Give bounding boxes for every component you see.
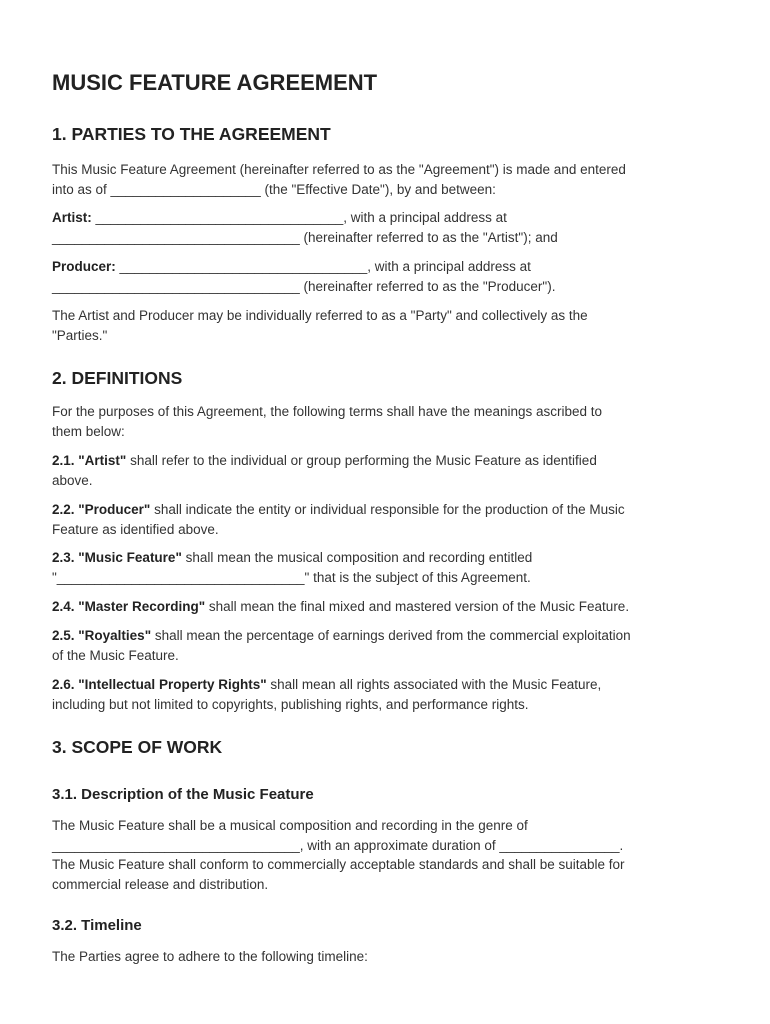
definition-term: 2.3. "Music Feature"	[52, 550, 182, 565]
artist-label: Artist:	[52, 210, 92, 225]
document-title: MUSIC FEATURE AGREEMENT	[52, 70, 378, 95]
producer-clause	[52, 257, 722, 297]
music-feature-description	[52, 816, 722, 894]
definition-text: "_________________________________" that is the subject of this Agreement.	[52, 570, 531, 585]
definition-text: including but not limited to copyrights, publishing rights, and performance rights.	[52, 697, 529, 712]
parties-paragraph	[52, 306, 722, 346]
definition-term: 2.2. "Producer"	[52, 502, 151, 517]
definition-term: 2.1. "Artist"	[52, 453, 127, 468]
artist-name-blank: _________________________________, with a principal address at	[91, 210, 507, 225]
text-line: into as of ____________________ (the "Effective Date"), by and between:	[52, 182, 496, 197]
subsection-3-2-heading: 3.2. Timeline	[52, 917, 142, 934]
definition-text: shall mean the final mixed and mastered version of the Music Feature.	[205, 599, 630, 614]
definition-text: above.	[52, 473, 93, 488]
text-line: This Music Feature Agreement (hereinafter referred to as the "Agreement") is made and entered	[52, 162, 626, 177]
definition-2-3	[52, 548, 722, 588]
producer-label: Producer:	[52, 259, 116, 274]
producer-address-blank: _________________________________ (hereinafter referred to as the "Producer").	[52, 279, 556, 294]
definition-2-5	[52, 626, 722, 666]
subsection-3-1-heading: 3.1. Description of the Music Feature	[52, 786, 314, 803]
producer-name-blank: _________________________________, with a principal address at	[115, 259, 531, 274]
definition-term: 2.5. "Royalties"	[52, 628, 152, 643]
definition-2-6	[52, 675, 722, 715]
definition-term: 2.6. "Intellectual Property Rights"	[52, 677, 267, 692]
definition-text: Feature as identified above.	[52, 522, 219, 537]
definition-text: shall mean all rights associated with the Music Feature,	[266, 677, 602, 692]
definition-2-1	[52, 451, 722, 491]
section-1-heading: 1. PARTIES TO THE AGREEMENT	[52, 124, 331, 144]
artist-clause	[52, 208, 722, 248]
text-line: The Music Feature shall be a musical composition and recording in the genre of	[52, 818, 528, 833]
definition-text: shall mean the percentage of earnings derived from the commercial exploitation	[151, 628, 631, 643]
definition-text: of the Music Feature.	[52, 648, 179, 663]
definition-term: 2.4. "Master Recording"	[52, 599, 206, 614]
definition-text: shall mean the musical composition and recording entitled	[181, 550, 533, 565]
text-line: The Music Feature shall conform to commercially acceptable standards and shall be suitable for	[52, 857, 625, 872]
section-2-heading: 2. DEFINITIONS	[52, 368, 183, 388]
text-line: commercial release and distribution.	[52, 876, 269, 892]
definition-text: shall indicate the entity or individual responsible for the production of the Music	[150, 502, 625, 517]
definition-2-4	[52, 597, 722, 617]
definition-text: shall refer to the individual or group performing the Music Feature as identified	[126, 453, 597, 468]
definition-2-2	[52, 500, 722, 540]
text-line: _________________________________, with an approximate duration of ________________.	[52, 837, 624, 853]
section-3-heading: 3. SCOPE OF WORK	[52, 737, 223, 757]
section-1-intro	[52, 160, 722, 200]
text-line: The Artist and Producer may be individually referred to as a "Party" and collectively as the	[52, 308, 588, 323]
artist-address-blank: _________________________________ (hereinafter referred to as the "Artist"); and	[52, 230, 558, 245]
text-line: For the purposes of this Agreement, the following terms shall have the meanings ascribed to	[52, 404, 603, 419]
definitions-intro	[52, 402, 722, 442]
timeline-intro: The Parties agree to adhere to the following timeline:	[52, 949, 368, 964]
text-line: them below:	[52, 424, 125, 439]
text-line: "Parties."	[52, 328, 108, 343]
